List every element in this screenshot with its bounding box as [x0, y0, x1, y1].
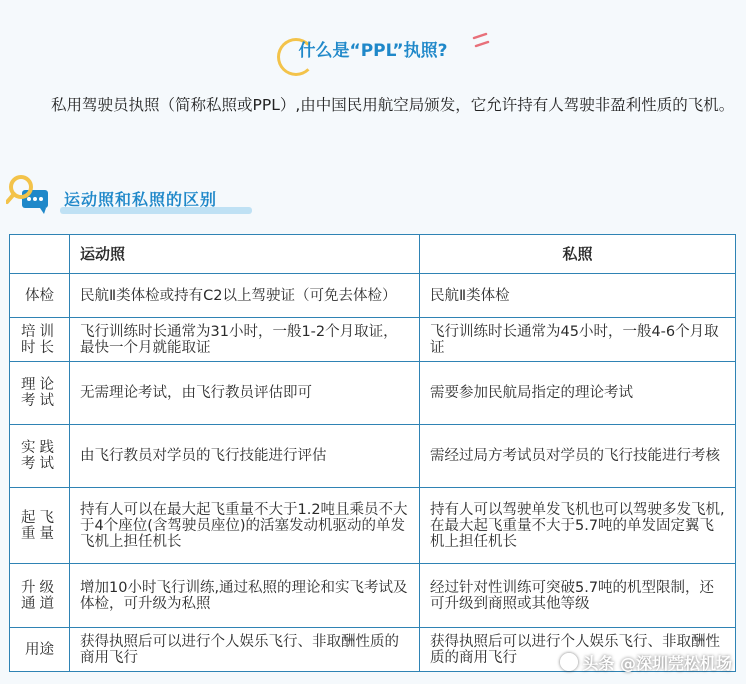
- row-label: 体检: [10, 274, 70, 318]
- page-title: 什么是“PPL”执照?: [298, 41, 448, 61]
- table-row: [10, 488, 736, 564]
- sport-cell: 持有人可以在最大起飞重量不大于1.2吨且乘员不大于4个座位(含驾驶员座位)的活塞发动机驱动的单发飞机上担任机长: [70, 488, 420, 564]
- table-row: [10, 274, 736, 318]
- row-label: 升级通道: [10, 564, 70, 628]
- table-row: [10, 564, 736, 628]
- table-row: [10, 318, 736, 362]
- row-label: 用途: [10, 628, 70, 672]
- watermark-logo-icon: [560, 653, 578, 671]
- header-cell-blank: [10, 235, 70, 274]
- header-cell-private: 私照: [420, 235, 736, 274]
- private-cell: 需要参加民航局指定的理论考试: [420, 362, 736, 425]
- table-row: [10, 362, 736, 425]
- section-title: 运动照和私照的区别: [64, 190, 218, 209]
- table-row: [10, 425, 736, 488]
- sport-cell: 民航Ⅱ类体检或持有C2以上驾驶证（可免去体检）: [70, 274, 420, 318]
- row-label: 实践考试: [10, 425, 70, 488]
- row-label: 理论考试: [10, 362, 70, 425]
- sport-cell: 由飞行教员对学员的飞行技能进行评估: [70, 425, 420, 488]
- sport-cell: 飞行训练时长通常为31小时，一般1-2个月取证，最快一个月就能取证: [70, 318, 420, 362]
- private-cell: 获得执照后可以进行个人娱乐飞行、非取酬性质的商用飞行: [420, 628, 736, 672]
- comparison-table: [9, 234, 736, 672]
- watermark: [560, 651, 732, 674]
- intro-paragraph: 私用驾驶员执照（简称私照或PPL）,由中国民用航空局颁发，它允许持有人驾驶非盈利性质的飞机。: [51, 96, 735, 114]
- watermark-text: 头条 @深圳莞松机场: [582, 654, 732, 673]
- private-cell: 民航Ⅱ类体检: [420, 274, 736, 318]
- private-cell: 持有人可以驾驶单发飞机也可以驾驶多发飞机,在最大起飞重量不大于5.7吨的单发固定翼飞机上担任机长: [420, 488, 736, 564]
- sport-cell: 获得执照后可以进行个人娱乐飞行、非取酬性质的商用飞行: [70, 628, 420, 672]
- table-header-row: [10, 235, 736, 274]
- row-label: 起飞重量: [10, 488, 70, 564]
- private-cell: 需经过局方考试员对学员的飞行技能进行考核: [420, 425, 736, 488]
- sport-cell: 无需理论考试，由飞行教员评估即可: [70, 362, 420, 425]
- private-cell: 经过针对性训练可突破5.7吨的机型限制，还可升级到商照或其他等级: [420, 564, 736, 628]
- search-chat-icon: [6, 172, 50, 216]
- sport-cell: 增加10小时飞行训练,通过私照的理论和实飞考试及体检，可升级为私照: [70, 564, 420, 628]
- row-label: 培训时长: [10, 318, 70, 362]
- private-cell: 飞行训练时长通常为45小时，一般4-6个月取证: [420, 318, 736, 362]
- header-cell-sport: 运动照: [70, 235, 420, 274]
